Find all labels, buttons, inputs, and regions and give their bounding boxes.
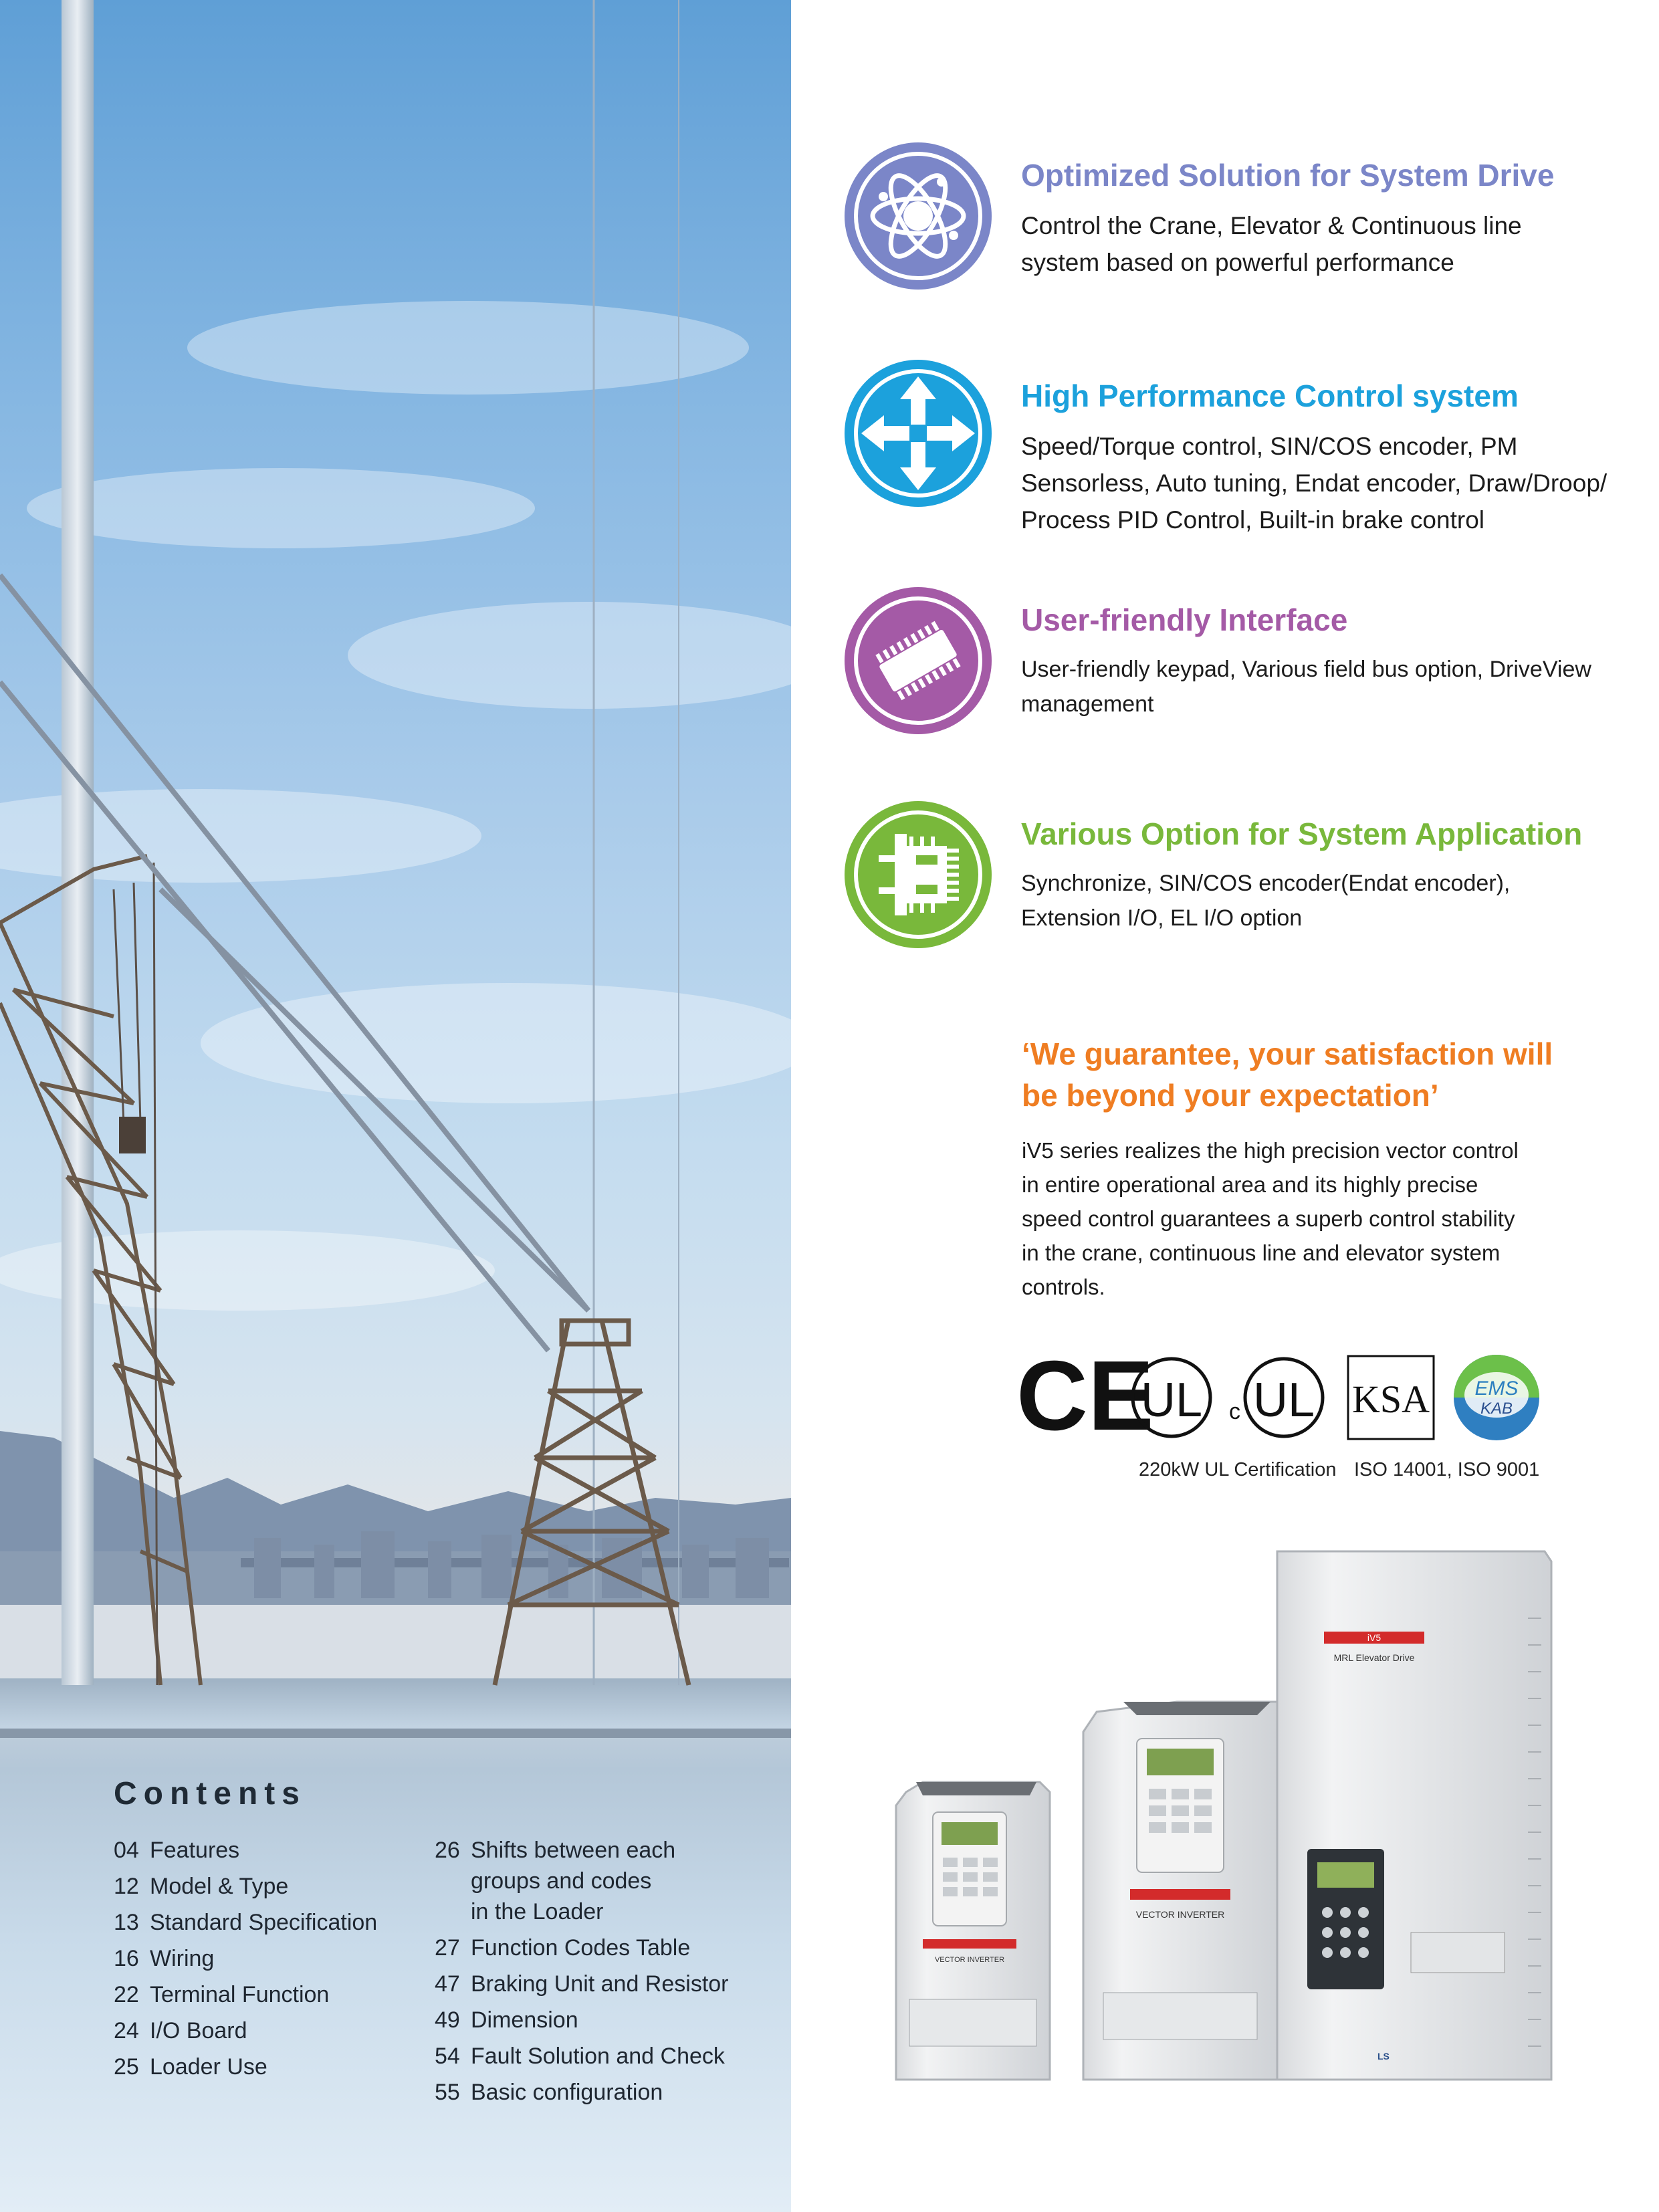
toc-entry xyxy=(114,1868,377,1904)
ul-certification-caption: 220kW UL Certification xyxy=(1139,1459,1337,1480)
chip-icon xyxy=(843,585,994,736)
toc-entry xyxy=(435,2038,729,2074)
medium-vector-inverter xyxy=(1083,1702,1277,2080)
feature-title: Various Option for System Application xyxy=(1021,816,1583,851)
feature-high-performance xyxy=(843,358,1612,552)
ul-logo xyxy=(1133,1359,1210,1436)
toc-entry xyxy=(114,1941,377,1977)
toc-entry xyxy=(435,1966,729,2002)
toc-entry xyxy=(114,2013,377,2049)
toc-page-number: 04 xyxy=(114,1838,139,1863)
toc-page-number: 49 xyxy=(435,2007,460,2033)
toc-page-number: 26 xyxy=(435,1838,460,1863)
toc-page-number: 54 xyxy=(435,2043,460,2069)
feature-title: High Performance Control system xyxy=(1021,378,1519,413)
toc-entry-title: Loader Use xyxy=(150,2054,267,2080)
toc-entry xyxy=(435,2002,729,2038)
mountain-range xyxy=(0,1431,791,1558)
feature-user-interface xyxy=(843,585,1612,739)
cul-logo xyxy=(1245,1359,1323,1436)
toc-entry-title: I/O Board xyxy=(150,2018,247,2043)
large-elevator-drive xyxy=(1277,1551,1551,2080)
toc-page-number: 55 xyxy=(435,2080,460,2105)
toc-left-column xyxy=(114,1832,377,2085)
toc-entry xyxy=(114,1904,377,1941)
balcony-floor xyxy=(0,1678,791,1732)
toc-entry-title: Braking Unit and Resistor xyxy=(471,1971,729,1997)
toc-entry xyxy=(114,1832,377,1868)
guarantee-headline: ‘We guarantee, your satisfaction will be beyond your expectation’ xyxy=(1022,1036,1553,1113)
toc-entry-title: Dimension xyxy=(471,2007,578,2033)
toc-page-number: 47 xyxy=(435,1971,460,1997)
toc-entry-title: Function Codes Table xyxy=(471,1935,691,1961)
c-ul-prefix: c xyxy=(1229,1399,1240,1424)
toc-entry-title: Shifts between each groups and codes in the Loader xyxy=(471,1838,676,1924)
ce-mark-text: CE xyxy=(1016,1351,1154,1444)
small-vector-inverter xyxy=(896,1782,1050,2080)
clouds xyxy=(0,301,791,1311)
vertical-pole xyxy=(62,0,94,1685)
toc-entry xyxy=(114,1977,377,2013)
toc-entry-title: Standard Specification xyxy=(150,1910,378,1935)
feature-description: Speed/Torque control, SIN/COS encoder, PM Sensorless, Auto tuning, Endat encoder, Draw/Droop/ Process PID Control, Built-in brake control xyxy=(1021,433,1608,534)
ul-text: UL xyxy=(1140,1373,1203,1427)
toc-entry-title: Terminal Function xyxy=(150,1982,330,2007)
toc-entry-title: Basic configuration xyxy=(471,2080,663,2105)
feature-description: User-friendly keypad, Various field bus option, DriveView management xyxy=(1021,657,1591,717)
ksa-logo xyxy=(1348,1356,1434,1439)
feature-system-drive xyxy=(843,140,1612,294)
toc-page-number: 27 xyxy=(435,1935,460,1961)
four-arrows-icon xyxy=(843,358,994,509)
guarantee-body: iV5 series realizes the high precision vector control in entire operational area and its highly precise speed control guarantees a superb control stability in the crane, continuous line and elevator system controls. xyxy=(1022,1138,1519,1299)
toc-right-column xyxy=(435,1832,729,2110)
ems-text: EMS xyxy=(1474,1377,1519,1400)
feature-title: User-friendly Interface xyxy=(1021,602,1348,637)
toc-page-number: 16 xyxy=(114,1946,139,1971)
toc-page-number: 12 xyxy=(114,1874,139,1899)
medium-product-label: VECTOR INVERTER xyxy=(1135,1909,1225,1920)
contents-title: Contents xyxy=(114,1776,306,1811)
feature-description: Control the Crane, Elevator & Continuous line system based on powerful performance xyxy=(1021,212,1522,276)
inverter-products-image xyxy=(843,1538,1585,2100)
feature-title: Optimized Solution for System Drive xyxy=(1021,158,1555,193)
large-product-label: MRL Elevator Drive xyxy=(1333,1652,1415,1663)
toc-page-number: 22 xyxy=(114,1982,139,2007)
cul-text: UL xyxy=(1252,1373,1315,1427)
toc-entry-title: Fault Solution and Check xyxy=(471,2043,725,2069)
toc-page-number: 24 xyxy=(114,2018,139,2043)
toc-page-number: 13 xyxy=(114,1910,139,1935)
certification-logos xyxy=(1016,1351,1551,1444)
toc-entry xyxy=(114,2049,377,2085)
toc-entry-title: Model & Type xyxy=(150,1874,289,1899)
small-product-label: VECTOR INVERTER xyxy=(934,1956,1005,1964)
feature-description: Synchronize, SIN/COS encoder(Endat encoder), Extension I/O, EL I/O option xyxy=(1021,871,1511,931)
feature-system-application xyxy=(843,799,1612,953)
atom-icon xyxy=(843,140,994,292)
toc-entry-title: Wiring xyxy=(150,1946,215,1971)
toc-entry xyxy=(435,1832,729,1930)
ems-kab-logo xyxy=(1454,1355,1539,1440)
toc-entry xyxy=(435,1930,729,1966)
large-brand-label: LS xyxy=(1377,2051,1390,2062)
toc-page-number: 25 xyxy=(114,2054,139,2080)
ksa-text: KSA xyxy=(1351,1377,1430,1421)
toc-entry xyxy=(435,2074,729,2110)
crane-hook xyxy=(119,1117,146,1153)
toc-entry-title: Features xyxy=(150,1838,240,1863)
iso-certification-caption: ISO 14001, ISO 9001 xyxy=(1354,1459,1540,1480)
kab-text: KAB xyxy=(1480,1400,1513,1418)
circuit-board-icon xyxy=(843,799,994,950)
large-series-label: iV5 xyxy=(1367,1632,1381,1643)
